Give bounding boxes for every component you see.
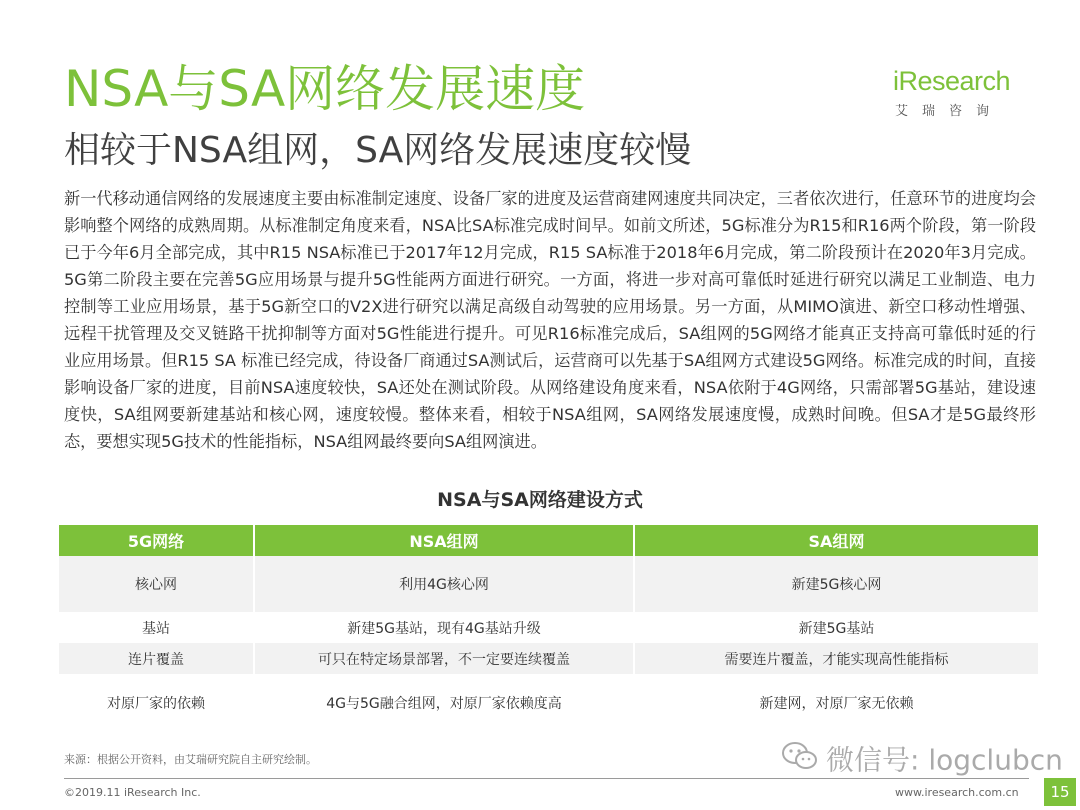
wechat-id: 微信号: logclubcn [826,743,1063,777]
iresearch-logo [893,66,1033,126]
table-row [59,612,1038,643]
header-cell: NSA组网 [254,525,634,556]
page-subtitle: 相较于NSA组网，SA网络发展速度较慢 [64,130,692,171]
footer-divider [64,778,1029,779]
table-header-row [59,525,1038,556]
table-cell: 新建5G核心网 [634,556,1038,612]
logo-subtitle: 艾瑞咨询 [895,104,1004,119]
wechat-icon [780,740,820,783]
table-cell: 利用4G核心网 [254,556,634,612]
wechat-watermark [780,740,1063,783]
logo-wordmark: iResearch [893,66,1011,96]
table-cell: 新建5G基站 [634,612,1038,643]
table-title: NSA与SA网络建设方式 [437,489,643,511]
table-cell: 需要连片覆盖，才能实现高性能指标 [634,643,1038,674]
table-cell: 4G与5G融合组网，对原厂家依赖度高 [254,674,634,732]
comparison-table [59,525,1038,732]
table-row [59,643,1038,674]
table-cell: 核心网 [59,556,254,612]
header-cell: SA组网 [634,525,1038,556]
table-row [59,674,1038,732]
table-cell: 可只在特定场景部署，不一定要连续覆盖 [254,643,634,674]
source-note: 来源：根据公开资料，由艾瑞研究院自主研究绘制。 [64,753,317,766]
table-cell: 对原厂家的依赖 [59,674,254,732]
table-cell: 新建5G基站，现有4G基站升级 [254,612,634,643]
table-row [59,556,1038,612]
table-cell: 基站 [59,612,254,643]
website-link[interactable]: www.iresearch.com.cn [895,786,1019,799]
page-number: 15 [1044,778,1076,806]
copyright: ©2019.11 iResearch Inc. [64,786,201,799]
page-title: NSA与SA网络发展速度 [64,60,586,118]
header-cell: 5G网络 [59,525,254,556]
table-cell: 新建网，对原厂家无依赖 [634,674,1038,732]
table-cell: 连片覆盖 [59,643,254,674]
body-paragraph: 新一代移动通信网络的发展速度主要由标准制定速度、设备厂家的进度及运营商建网速度共同决定，三者依次进行，任意环节的进度均会影响整个网络的成熟周期。从标准制定角度来看，NSA比SA标准完成时间早。如前文所述，5G标准分为R15和R16两个阶段，第一阶段已于今年6月全部完成，其中R15 NSA标准已于2017年12月完成，R15 SA标准于2018年6月完成，第二阶段预计在2020年3月完成。5G第二阶段主要在完善5G应用场景与提升5G性能两方面进行研究。一方面，将进一步对高可靠低时延进行研究以满足工业制造、电力控制等工业应用场景，基于5G新空口的V2X进行研究以满足高级自动驾驶的应用场景。另一方面，从MIMO演进、新空口移动性增强、远程干扰管理及交叉链路干扰抑制等方面对5G性能进行提升。可见R16标准完成后，SA组网的5G网络才能真正支持高可靠低时延的行业应用场景。但R15 SA 标准已经完成，待设备厂商通过SA测试后，运营商可以先基于SA组网方式建设5G网络。标准完成的时间，直接影响设备厂家的进度，目前NSA速度较快，SA还处在测试阶段。从网络建设角度来看，NSA依附于4G网络，只需部署5G基站，建设速度快，SA组网要新建基站和核心网，速度较慢。整体来看，相较于NSA组网，SA网络发展速度慢，成熟时间晚。但SA才是5G最终形态，要想实现5G技术的性能指标，NSA组网最终要向SA组网演进。 [64,189,1037,451]
